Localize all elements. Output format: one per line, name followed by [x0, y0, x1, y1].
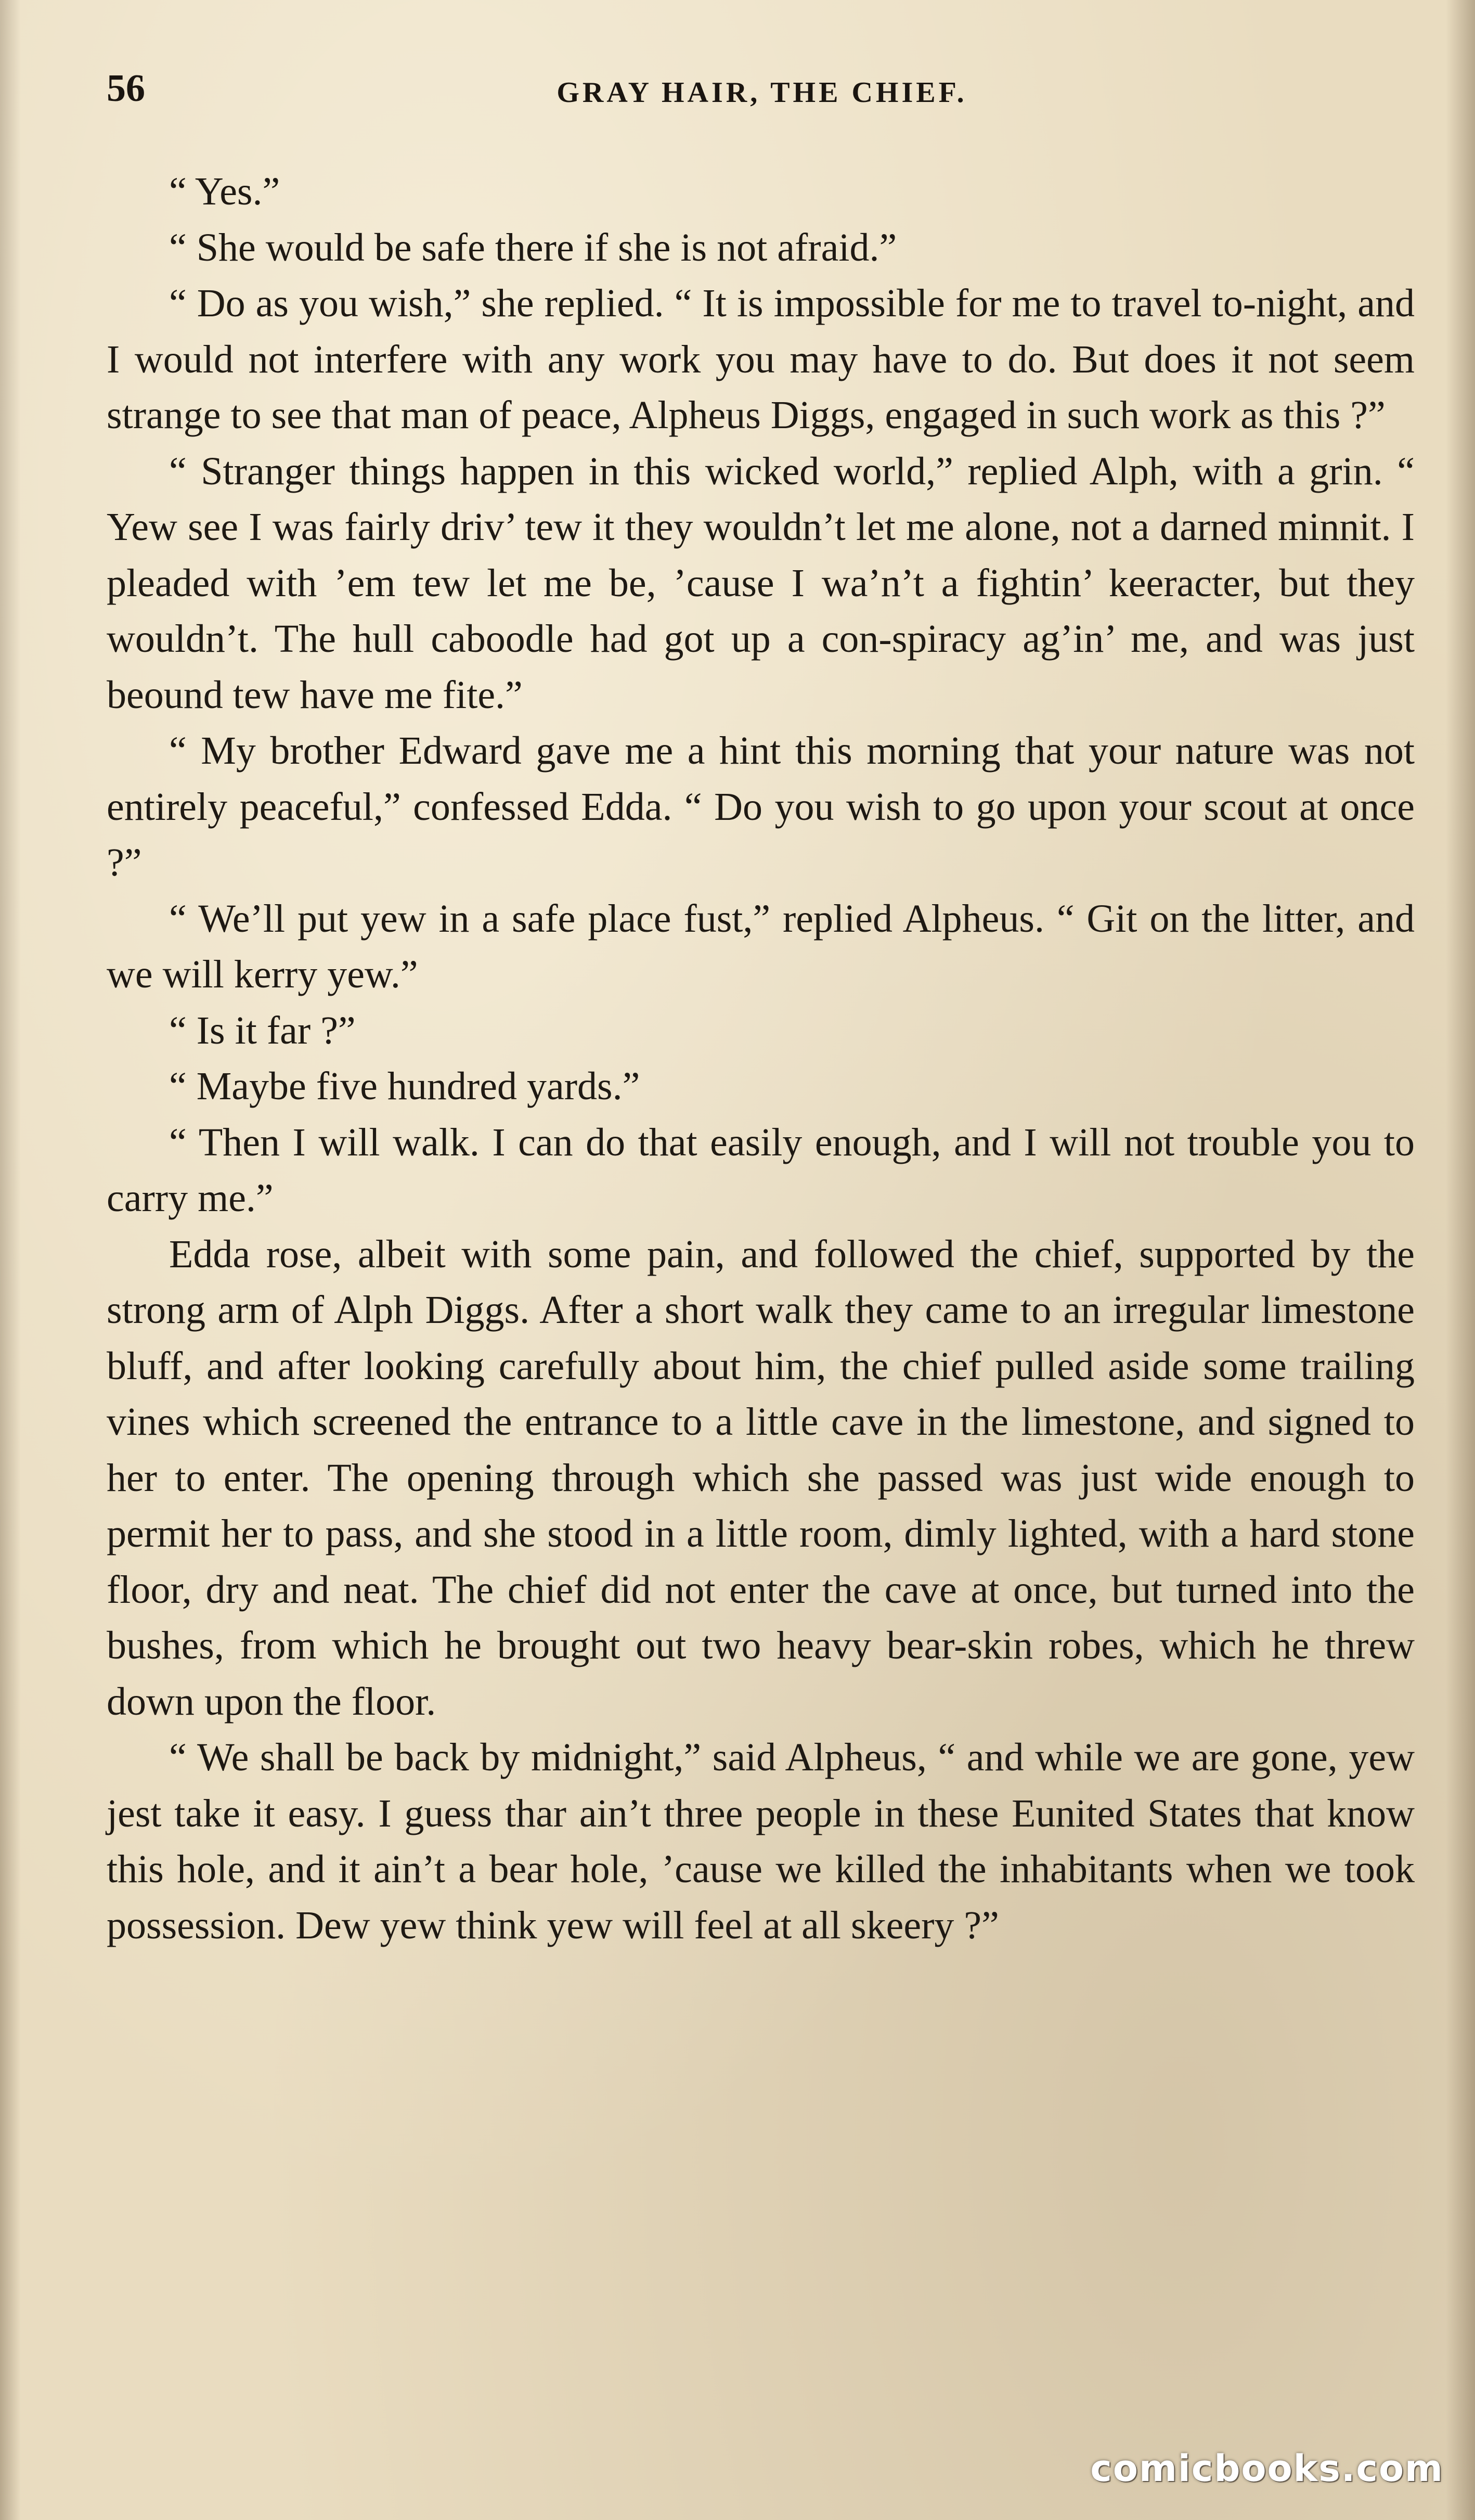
paragraph: “ Then I will walk. I can do that easily enough, and I will not trouble you to carry me.” — [107, 1120, 1415, 1220]
watermark: comicbooks.com — [1090, 2447, 1444, 2490]
paragraph: “ Maybe five hundred yards.” — [169, 1064, 640, 1108]
paragraph: “ We’ll put yew in a safe place fust,” replied Alpheus. “ Git on the litter, and we will kerry yew.” — [107, 896, 1415, 996]
body-text — [107, 164, 1415, 1953]
page-number: 56 — [107, 67, 145, 110]
page-header — [107, 62, 1417, 125]
running-head: GRAY HAIR, THE CHIEF. — [557, 76, 967, 109]
paragraph: “ We shall be back by midnight,” said Alpheus, “ and while we are gone, yew jest take it easy. I guess thar ain’t three people in these Eunited States that know this hole, and it ain’t a bear hole, ’cause we killed the inhabitants when we took possession. Dew yew think yew will feel at all skeery ?” — [107, 1735, 1415, 1947]
paragraph: “ Stranger things happen in this wicked world,” replied Alph, with a grin. “ Yew see I was fairly driv’ tew it they wouldn’t let me alone, not a darned minnit. I pleaded with ’em tew let me be, ’cause I wa’n’t a fightin’ keeracter, but they wouldn’t. The hull caboodle had got up a con-spiracy ag’in’ me, and was just beound tew have me fite.” — [107, 449, 1415, 717]
paragraph: “ Do as you wish,” she replied. “ It is impossible for me to travel to-night, and I would not interfere with any work you may have to do. But does it not seem strange to see that man of peace, Alpheus Diggs, engaged in such work as this ?” — [107, 281, 1415, 437]
paragraph: “ Yes.” — [169, 170, 280, 213]
paragraph: “ Is it far ?” — [169, 1008, 356, 1052]
paragraph: “ She would be safe there if she is not afraid.” — [169, 225, 897, 269]
paragraph: Edda rose, albeit with some pain, and followed the chief, supported by the strong arm of Alph Diggs. After a short walk they came to an irregular limestone bluff, and after looking carefully about him, the chief pulled aside some trailing vines which screened the entrance to a little cave in the limestone, and signed to her to enter. The opening through which she passed was just wide enough to permit her to pass, and she stood in a little room, dimly lighted, with a hard stone floor, dry and neat. The chief did not enter the cave at once, but turned into the bushes, from which he brought out two heavy bear-skin robes, which he threw down upon the floor. — [107, 1232, 1415, 1724]
paragraph: “ My brother Edward gave me a hint this morning that your nature was not entirely peaceful,” confessed Edda. “ Do you wish to go upon your scout at once ?” — [107, 729, 1415, 884]
